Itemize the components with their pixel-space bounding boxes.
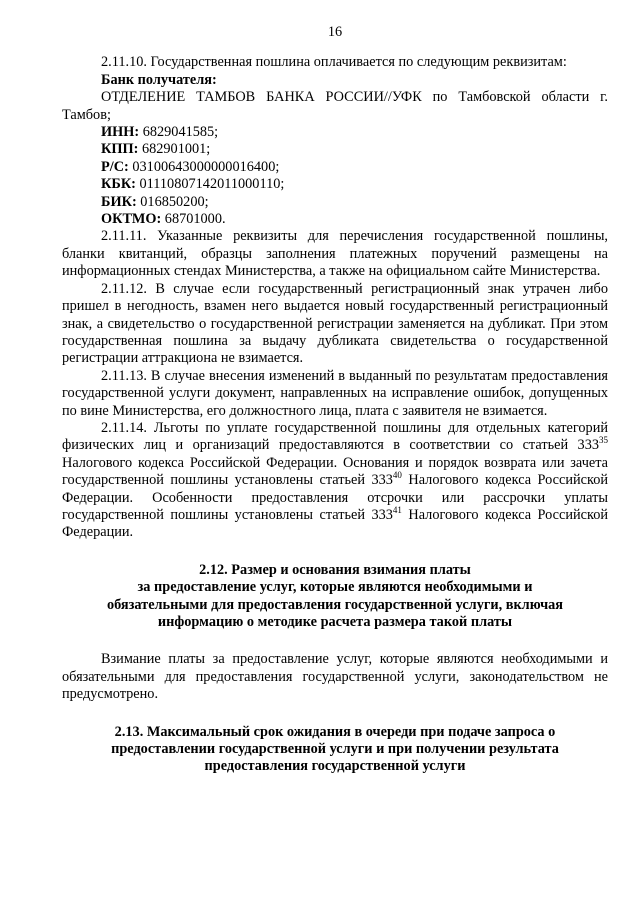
requisite-value: 682901001;: [138, 141, 211, 158]
requisite-oktmo: [62, 211, 608, 228]
paragraph-2-11-13: 2.11.13. В случае внесения изменений в выданный по результатам предоставления государственной услуги документ, направленных на исправление ошибок, допущенных по вине Министерства, его должностного лица, плата с заявителя не взимается.: [62, 367, 608, 419]
requisite-label: ИНН:: [101, 124, 140, 141]
heading-line: 2.12. Размер и основания взимания платы: [199, 561, 471, 578]
requisite-value: 01110807142011000110;: [135, 176, 285, 193]
requisite-label: КПП:: [101, 141, 139, 158]
paragraph-2-11-12: 2.11.12. В случае если государственный регистрационный знак утрачен либо пришел в негодность, взамен него выдается новый государственный регистрационный знак, а свидетельство о государственной регистрации заменяется на дубликат. При этом государственная пошлина за выдачу дубликата свидетельства о государственной регистрации аттракциона не взимается.: [62, 280, 608, 367]
requisite-inn: [62, 124, 608, 141]
heading-line: за предоставление услуг, которые являются необходимыми и: [137, 579, 533, 596]
requisite-value: 6829041585;: [139, 124, 219, 141]
requisite-kbk: [62, 176, 608, 193]
heading-line: предоставлении государственной услуги и при получении результата: [111, 741, 559, 758]
paragraph-2-11-11: 2.11.11. Указанные реквизиты для перечисления государственной пошлины, бланки квитанций, образцы заполнения платежных поручений размещены на информационных стендах Министерства, а также на официальном сайте Министерства.: [62, 228, 608, 280]
text-part: Налогового кодекса Российской Федерации. Особенности предоставления отсрочки или рассрочки уплаты государственной пошлины установлены статьей 333: [62, 472, 608, 523]
requisite-label: БИК:: [101, 193, 137, 210]
section-heading-2-13: [62, 724, 608, 776]
requisites-list: [62, 124, 608, 228]
requisite-label: Р/С:: [101, 158, 129, 175]
paragraph-2-11-14: [62, 420, 608, 542]
superscript: 40: [392, 470, 402, 481]
superscript: 35: [599, 435, 608, 446]
heading-line: предоставления государственной услуги: [204, 758, 466, 775]
heading-line: информацию о методике расчета размера такой платы: [157, 614, 513, 630]
requisite-value: 016850200;: [136, 193, 209, 210]
bank-name: ОТДЕЛЕНИЕ ТАМБОВ БАНКА РОССИИ//УФК по Тамбовской области г. Тамбов;: [62, 89, 608, 123]
requisite-account: [62, 159, 608, 176]
text-part: 2.11.14. Льготы по уплате государственной пошлины для отдельных категорий физических лиц и организаций предоставляются в соответствии со статьей 333: [62, 419, 608, 454]
requisite-value: 03100643000000016400;: [128, 158, 280, 175]
text-part: Налогового кодекса Российской Федерации.: [62, 506, 608, 541]
superscript: 41: [392, 504, 402, 515]
heading-line: обязательными для предоставления государственной услуги, включая: [106, 596, 564, 613]
bank-label: [62, 72, 608, 89]
requisite-label: КБК:: [101, 176, 136, 193]
bank-label-text: Банк получателя:: [101, 71, 217, 88]
requisite-label: ОКТМО:: [101, 211, 162, 228]
text-part: Налогового кодекса Российской Федерации. Основания и порядок возврата или зачета государственной пошлины установлены статьей 333: [62, 454, 608, 489]
requisite-bik: [62, 194, 608, 211]
heading-line: 2.13. Максимальный срок ожидания в очереди при подаче запроса о: [114, 723, 556, 740]
requisite-kpp: [62, 141, 608, 158]
section-heading-2-12: [62, 562, 608, 632]
requisite-value: 68701000.: [161, 211, 226, 228]
page-number: 16: [327, 24, 343, 40]
paragraph-2-12: Взимание платы за предоставление услуг, которые являются необходимыми и обязательными для предоставления государственной услуги, законодательством не предусмотрено.: [62, 651, 608, 703]
paragraph-2-11-10-intro: 2.11.10. Государственная пошлина оплачивается по следующим реквизитам:: [101, 54, 567, 71]
